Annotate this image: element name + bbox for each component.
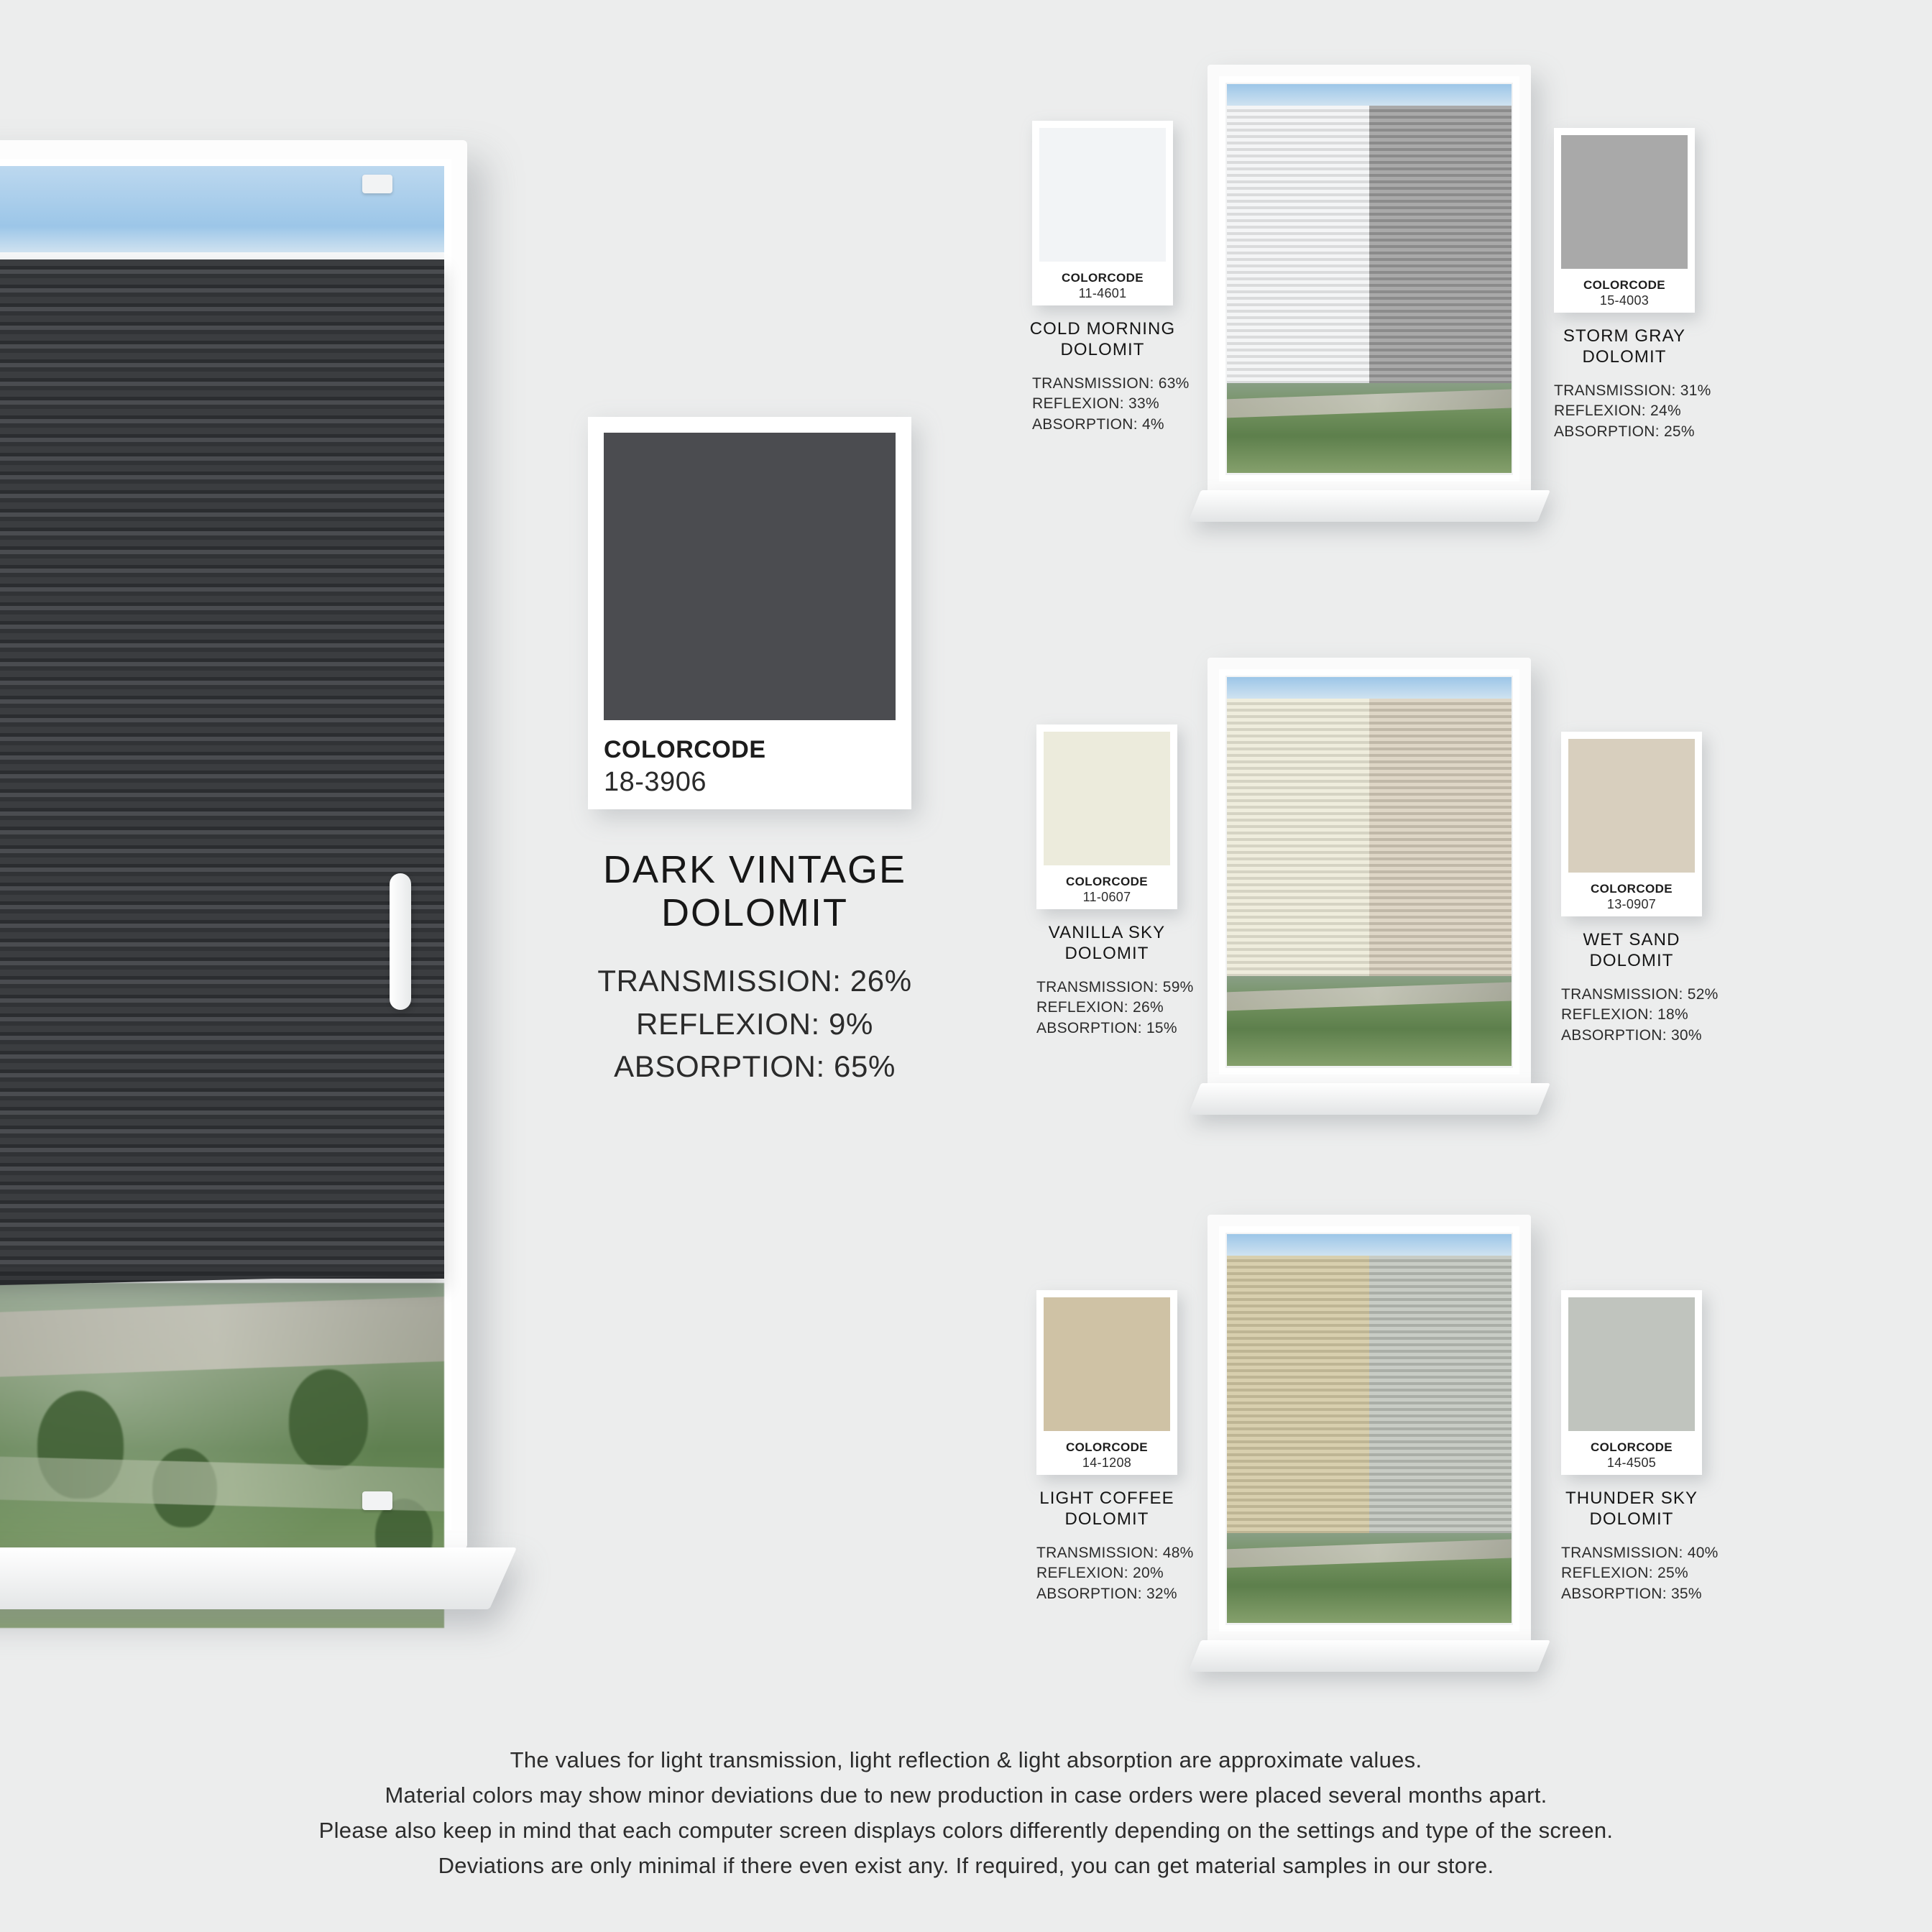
variant-stats-4 <box>1036 1543 1223 1605</box>
window-sky-2 <box>1227 677 1512 699</box>
variant-reflexion-0: REFLEXION: 33% <box>1032 395 1159 413</box>
variant-reflexion-4: REFLEXION: 20% <box>1036 1565 1164 1582</box>
hero-window-frame <box>0 140 467 1549</box>
variant-stats-2 <box>1036 978 1223 1039</box>
main-color-chip <box>604 433 896 720</box>
hero-window-sill <box>0 1547 517 1609</box>
variant-stats-0 <box>1032 374 1219 436</box>
variant-absorption-1: ABSORPTION: 25% <box>1554 423 1695 440</box>
main-colorcode-value: 18-3906 <box>604 767 707 797</box>
variant-name-3 <box>1552 929 1711 972</box>
window-sky-1 <box>1227 84 1512 106</box>
window-blind-3 <box>1227 1256 1512 1533</box>
variant-transmission-1: TRANSMISSION: 31% <box>1554 382 1711 399</box>
variant-name-5 <box>1552 1488 1711 1530</box>
variant-swatch-thunder-sky <box>1561 1290 1719 1604</box>
footer-line-3: Please also keep in mind that each computer screen displays colors differently depending on the settings and type of the screen. <box>318 1817 1614 1843</box>
variant-colorcode-label-4: COLORCODE <box>1065 1440 1149 1454</box>
window-blind-2 <box>1227 699 1512 976</box>
footer-line-4: Deviations are only minimal if there even exist any. If required, you can get material samples in our store. <box>438 1852 1494 1878</box>
main-colorcode-label: COLORCODE <box>604 736 766 763</box>
window-outside-view-2 <box>1227 974 1512 1066</box>
variant-name-4 <box>1028 1488 1186 1530</box>
footer-line-1: The values for light transmission, light reflection & light absorption are approximate values. <box>510 1747 1422 1772</box>
window-blind-2-right <box>1369 699 1512 976</box>
window-sill-3 <box>1188 1640 1550 1672</box>
variant-name-line2-4: DOLOMIT <box>1064 1509 1149 1530</box>
variant-swatch-light-coffee <box>1036 1290 1194 1604</box>
variant-stats-1 <box>1554 381 1741 443</box>
variant-colorcode-value-0: 11-4601 <box>1078 286 1127 300</box>
variant-colorcode-value-4: 14-1208 <box>1082 1455 1132 1470</box>
variant-chip-0 <box>1039 128 1166 262</box>
main-absorption: ABSORPTION: 65% <box>614 1049 896 1084</box>
variant-card-0 <box>1032 121 1173 305</box>
variant-chip-4 <box>1044 1297 1170 1431</box>
variant-colorcode-label-3: COLORCODE <box>1590 882 1673 896</box>
variant-name-0 <box>1024 318 1182 361</box>
main-product-title <box>568 848 942 935</box>
window-frame-3 <box>1208 1215 1531 1643</box>
main-product-stats <box>546 960 963 1088</box>
variant-colorcode-label-1: COLORCODE <box>1583 278 1666 292</box>
variant-name-line2-0: DOLOMIT <box>1060 340 1145 360</box>
variant-name-1 <box>1545 326 1703 368</box>
window-blind-1-right <box>1369 106 1512 383</box>
variant-colorcode-value-2: 11-0607 <box>1082 890 1131 904</box>
variant-stats-5 <box>1561 1543 1748 1605</box>
variant-transmission-0: TRANSMISSION: 63% <box>1032 374 1190 392</box>
variant-reflexion-5: REFLEXION: 25% <box>1561 1565 1688 1582</box>
variant-card-5 <box>1561 1290 1702 1475</box>
window-blind-3-right <box>1369 1256 1512 1533</box>
window-mockup-2 <box>1208 658 1531 1118</box>
window-sill-2 <box>1188 1083 1550 1115</box>
variant-transmission-3: TRANSMISSION: 52% <box>1561 985 1719 1003</box>
variant-card-4 <box>1036 1290 1177 1475</box>
variant-absorption-3: ABSORPTION: 30% <box>1561 1026 1702 1044</box>
main-product-name-line2: DOLOMIT <box>661 891 848 935</box>
variant-colorcode-label-2: COLORCODE <box>1065 875 1149 888</box>
variant-swatch-storm-gray <box>1554 128 1711 442</box>
variant-name-2 <box>1028 922 1186 965</box>
variant-stats-3 <box>1561 985 1748 1046</box>
window-outside-view-3 <box>1227 1531 1512 1623</box>
variant-absorption-4: ABSORPTION: 32% <box>1036 1585 1177 1602</box>
variant-swatch-cold-morning <box>1029 121 1190 435</box>
variant-colorcode-value-5: 14-4505 <box>1606 1455 1657 1470</box>
variant-name-line2-1: DOLOMIT <box>1582 347 1667 367</box>
window-blind-1-left <box>1227 106 1369 383</box>
variant-swatch-vanilla-sky <box>1036 724 1194 1039</box>
variant-reflexion-2: REFLEXION: 26% <box>1036 999 1164 1016</box>
variant-reflexion-3: REFLEXION: 18% <box>1561 1006 1688 1024</box>
variant-card-1 <box>1554 128 1695 313</box>
hero-window-image <box>0 140 496 1671</box>
variant-chip-3 <box>1568 739 1695 873</box>
main-reflexion: REFLEXION: 9% <box>636 1006 873 1041</box>
variant-card-2 <box>1036 724 1177 909</box>
hero-window-hinge-bottom <box>362 1491 392 1510</box>
variant-name-line1-2: VANILLA SKY <box>1048 923 1166 942</box>
variant-colorcode-label-0: COLORCODE <box>1061 271 1144 285</box>
window-outside-view-1 <box>1227 381 1512 473</box>
window-blind-1 <box>1227 106 1512 383</box>
variant-chip-1 <box>1561 135 1688 269</box>
variant-name-line1-4: LIGHT COFFEE <box>1039 1489 1174 1508</box>
hero-window-handle <box>390 873 411 1010</box>
variant-name-line2-2: DOLOMIT <box>1064 944 1149 964</box>
window-frame-1 <box>1208 65 1531 493</box>
variant-transmission-2: TRANSMISSION: 59% <box>1036 978 1194 995</box>
variant-name-line2-5: DOLOMIT <box>1589 1509 1674 1530</box>
variant-name-line1-3: WET SAND <box>1583 930 1680 949</box>
variant-colorcode-value-1: 15-4003 <box>1599 293 1650 308</box>
footer-disclaimer <box>0 1743 1932 1884</box>
variant-transmission-5: TRANSMISSION: 40% <box>1561 1544 1719 1561</box>
variant-absorption-0: ABSORPTION: 4% <box>1032 415 1164 433</box>
variant-swatch-wet-sand <box>1561 732 1719 1046</box>
main-color-card <box>588 417 911 809</box>
variant-absorption-2: ABSORPTION: 15% <box>1036 1019 1177 1036</box>
hero-window-hinge-top <box>362 175 392 193</box>
hero-pleated-blind <box>0 259 444 1279</box>
main-product-name-line1: DARK VINTAGE <box>602 848 907 891</box>
window-blind-3-left <box>1227 1256 1369 1533</box>
variant-transmission-4: TRANSMISSION: 48% <box>1036 1544 1194 1561</box>
window-sky-3 <box>1227 1234 1512 1256</box>
window-blind-2-left <box>1227 699 1369 976</box>
window-mockup-1 <box>1208 65 1531 525</box>
variant-chip-5 <box>1568 1297 1695 1431</box>
main-transmission: TRANSMISSION: 26% <box>597 964 912 998</box>
footer-line-2: Material colors may show minor deviations due to new production in case orders were placed several months apart. <box>385 1782 1547 1808</box>
variant-card-3 <box>1561 732 1702 916</box>
window-sill-1 <box>1188 490 1550 522</box>
window-frame-2 <box>1208 658 1531 1086</box>
variant-colorcode-label-5: COLORCODE <box>1590 1440 1673 1454</box>
window-mockup-3 <box>1208 1215 1531 1675</box>
variant-colorcode-value-3: 13-0907 <box>1606 897 1657 911</box>
variant-name-line1-5: THUNDER SKY <box>1565 1489 1698 1508</box>
variant-name-line2-3: DOLOMIT <box>1589 951 1674 971</box>
variant-absorption-5: ABSORPTION: 35% <box>1561 1585 1702 1602</box>
variant-name-line1-0: COLD MORNING <box>1029 319 1176 339</box>
variant-chip-2 <box>1044 732 1170 865</box>
variant-reflexion-1: REFLEXION: 24% <box>1554 402 1681 420</box>
variant-name-line1-1: STORM GRAY <box>1563 326 1686 346</box>
